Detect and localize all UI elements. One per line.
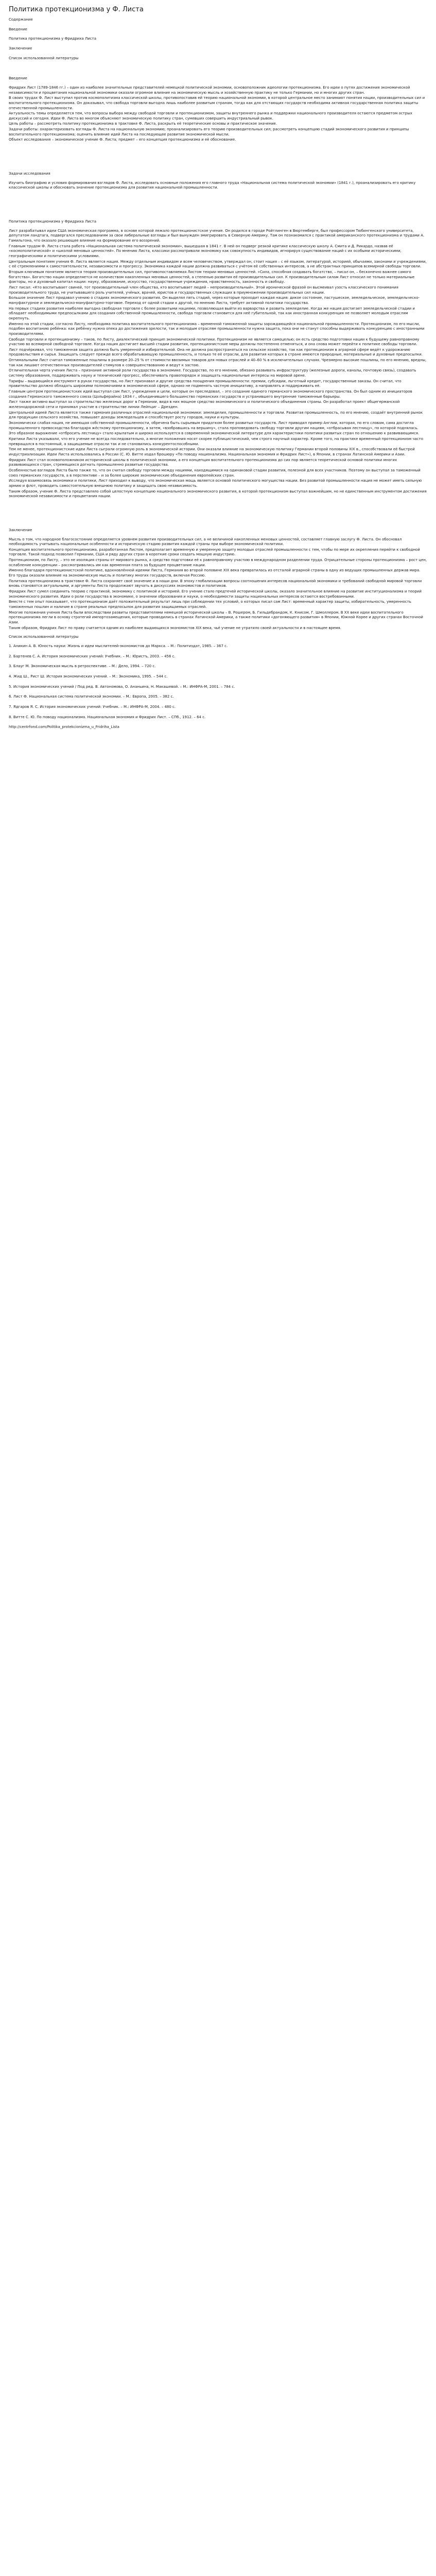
section-spacer [9,147,427,172]
reference-item: 3. Блауг М. Экономическая мысль в ретроспективе. – М.: Дело, 1994. – 720 с. [9,664,156,669]
body-paragraph: Фридрих Лист стал основоположником исторической школы в политической экономии, а его концепция воспитательного протекционизма до сих пор является теоретической основой политики многих развивающихся стран, стремящихся догнать промышленно развитые государства. [9,457,397,467]
toc-item: Введение [9,27,27,31]
reference-item: 2. Бартенев С. А. История экономических учений: Учебник. – М.: Юристъ, 2003. – 456 с. [9,654,176,658]
body-paragraph: Актуальность темы определяется тем, что вопросы выбора между свободой торговли и протекционизмом, защиты внутреннего рынка и поддержки национального производителя остаются предметом острых дискуссий и сегодня. Идеи Ф. Листа во многом объясняют экономическую политику стран, сумевших совершить индустриальный рывок. [9,111,412,121]
body-paragraph: Мысль о том, что народное благосостояние определяется уровнем развития производительных сил, а не величиной накопленных меновых ценностей, составляет главную заслугу Ф. Листа. Он обосновал необходимость учитывать национальные особенности и историческую стадию развития каждой страны при выборе экономической политики. [9,537,402,547]
body-paragraph: Свободе торговли и протекционизму – таков, по Листу, диалектический принцип экономической политики. Протекционизм не является самоцелью; он есть средство подготовки нации к будущему равноправному участию во всемирной свободной торговле. Когда нация достигает высшей стадии развития, протекционистские меры должны постепенно отменяться, и она снова может перейти к политике свободы торговли. [9,337,420,347]
body-paragraph: Главным центром протекционистских идей выступал сам Лист, учреждения и цели, которые он преследовал, – это создание единого германского экономического пространства. Он был одним из инициаторов создания Германского таможенного союза (Цольферайна) 1834 г., объединившего большинство германских государств и устранившего внутренние таможенные барьеры. [9,389,412,399]
body-paragraph: Фридрих Лист сумел соединить теорию с практикой, экономику с политикой и историей. Его учение стало предтечей исторической школы, оказало значительное влияние на развитие институционализма и теорий экономического развития. Идеи о роли государства в экономике, о значении образования и науки, о необходимости защиты национальных интересов остаются востребованными. [9,589,422,599]
table-of-contents [9,18,427,61]
toc-item: Заключение [9,46,32,50]
body-paragraph: Центральной идеей Листа является также гармония различных отраслей национальной экономики: земледелия, промышленности и торговли. Развитая промышленность, по его мнению, создаёт внутренний рынок для продукции сельского хозяйства, повышает доходы земледельцев и способствует росту городов, науки и культуры. [9,410,423,420]
body-paragraph: На первых стадиях развития наиболее выгодна свободная торговля с более развитыми нациями, позволяющая выйти из варварства и развить земледелие. Когда же нация достигает земледельческой стадии и обладает необходимыми предпосылками для создания собственной промышленности, свобода торговли становится для неё губительной, так как иностранная конкуренция не позволяет молодым отраслям окрепнуть. [9,306,415,320]
toc-item: Список использованной литературы [9,56,79,60]
section-heading: Политика протекционизма у Фридриха Листа [9,219,96,224]
references [9,635,427,720]
document-section [9,528,427,631]
body-paragraph: Многие положения учения Листа были впоследствии развиты представителями немецкой исторической школы – В. Рошером, Б. Гильдебрандом, К. Книсом, Г. Шмоллером. В XX веке идеи воспитательного протекционизма легли в основу стратегий импортозамещения, которые проводились в странах Латинской Америки, а также политики «догоняющего развития» в Японии, Южной Корее и других странах Восточной Азии. [9,610,423,624]
body-paragraph: Вместе с тем опыт показывает, что протекционизм даёт положительный результат лишь при соблюдении тех условий, о которых писал сам Лист: временный характер защиты, избирательность, умеренность таможенных пошлин и наличие в стране реальных предпосылок для развития защищаемых отраслей. [9,600,411,609]
body-paragraph: Изучить биографию и условия формирования взглядов Ф. Листа, исследовать основные положения его главного труда «Национальная система политической экономии» (1841 г.), проанализировать его критику классической школы и обосновать значение протекционизма для развития национальной промышленности. [9,180,416,190]
body-paragraph: Исследуя взаимосвязь экономики и политики, Лист приходил к выводу, что экономическая мощь является основой политического могущества нации. Без развитой промышленности нация не может иметь сильную армию и флот, проводить самостоятельную внешнюю политику и защищать свою независимость. [9,479,422,488]
body-paragraph: В своих трудах Ф. Лист выступил против космополитизма классической школы, противопоставив ей теорию национальной экономии, в которой центральное место занимают понятия нации, производительных сил и воспитательного протекционизма. Он доказывал, что свобода торговли выгодна лишь наиболее развитым странам, тогда как для отстающих государств необходима активная государственная политика защиты отечественной промышленности. [9,96,425,110]
body-paragraph: Цель работы – рассмотреть политику протекционизма в трактовке Ф. Листа, раскрыть её теоретические основы и практическое значение. [9,122,277,126]
body-paragraph: Это образное выражение «отбросить лестницу» стало крылатым и широко используется в современной экономической литературе для характеристики политики развитых стран по отношению к развивающимся. [9,431,420,436]
body-paragraph: Таким образом, учение Ф. Листа представляло собой целостную концепцию национального экономического развития, в которой протекционизм выступал важнейшим, но не единственным инструментом достижения экономической независимости и процветания нации. [9,489,427,499]
source-url: http://centrfond.com/Politika_protekcionizma_u_Fridriha_Lista [9,725,119,730]
references-heading: Список использованной литературы [9,635,79,639]
body-paragraph: Большое значение Лист придавал учению о стадиях экономического развития. Он выделял пять стадий, через которые проходит каждая нация: дикое состояние, пастушеское, земледельческое, земледельческо-мануфактурное и земледельческо-мануфактурно-торговое. Переход от одной стадии к другой, по мнению Листа, требует активной политики государства. [9,296,420,305]
body-paragraph: Тем не менее, протекционистские идеи Листа сыграли огромную роль в экономической истории. Они оказали влияние на экономическую политику Германии второй половины XIX в., способствовали её быстрой индустриализации. Идеи Листа использовались в России (С. Ю. Витте издал брошюру «По поводу национализма. Национальная экономия и Фридрих Лист»), в Японии, в странах Латинской Америки и Азии. [9,447,415,456]
body-paragraph: Задачи работы: охарактеризовать взгляды Ф. Листа на национальную экономию; проанализировать его теорию производительных сил; рассмотреть концепцию стадий экономического развития и принципы воспитательного протекционизма; оценить влияние идей Листа на последующее развитие экономической мысли. [9,127,409,137]
body-paragraph: Главным трудом Ф. Листа стала работа «Национальная система политической экономии», вышедшая в 1841 г. В ней он подверг резкой критике классическую школу А. Смита и Д. Рикардо, назвав её «космополитической» и «школой меновых ценностей». По мнению Листа, классики рассматривали экономику как совокупность индивидов, игнорируя существование наций с их особыми историческими, географическими и политическими условиями. [9,244,402,258]
body-paragraph: Концепция воспитательного протекционизма, разработанная Листом, предполагает временную и умеренную защиту молодых отраслей промышленности с тем, чтобы по мере их окрепления перейти к свободной торговле. Такой подход позволил Германии, США и ряду других стран в короткие сроки создать мощную индустрию. [9,547,420,557]
page-title: Политика протекционизма у Ф. Листа [9,6,144,13]
reference-item: 8. Витте С. Ю. По поводу национализма. Национальная экономия и Фридрих Лист. – СПб., 1912. – 64 с. [9,715,206,719]
document-section [9,76,427,143]
section-heading: Задачи исследования [9,172,50,176]
body-paragraph: Оптимальными Лист считал таможенные пошлины в размере 20–25 % от стоимости ввозимых товаров для новых отраслей и 40–60 % в исключительных случаях. Чрезмерно высокие пошлины, по его мнению, вредны, так как лишают отечественных производителей стимулов к совершенствованию и ведут к застою. [9,358,427,367]
body-paragraph: Критики Листа указывали, что его учение не всегда последовательно, а многие положения носят скорее публицистический, чем строго научный характер. Кроме того, на практике временный протекционизм часто превращался в постоянный, а защищаемые отрасли так и не становились конкурентоспособными. [9,436,424,446]
document-page [0,0,436,737]
body-paragraph: Лист также активно выступал за строительство железных дорог в Германии, видя в них мощное средство экономического и политического объединения страны. Он разработал проект общегерманской железнодорожной сети и принимал участие в строительстве линии Лейпциг – Дрезден. [9,400,400,410]
body-paragraph: Особенностью взглядов Листа было также то, что он считал свободу торговли между нациями, находящимися на одинаковой стадии развития, полезной для всех участников. Поэтому он выступал за таможенный союз германских государств, а в перспективе – и за более широкие экономические объединения европейских стран. [9,468,421,478]
body-paragraph: Лист писал: «Кто воспитывает свиней, тот производительный член общества, кто воспитывает людей – непроизводительный». Этой иронической фразой он высмеивал узость классического понимания производительного труда, не учитывавшего роль учителей, учёных, врачей, юристов и государственных служащих в приумножении производительных сил нации. [9,285,398,295]
body-paragraph: Именно на этой стадии, согласно Листу, необходима политика воспитательного протекционизма – временной таможенной защиты зарождающейся национальной промышленности. Протекционизм, по его мысли, подобен воспитанию ребёнка: как ребёнку нужна опека до достижения зрелости, так и молодым отраслям промышленности нужна защита, пока они не станут способны выдерживать конкуренцию с иностранными производителями. [9,321,425,336]
body-paragraph: Центральным понятием учения Ф. Листа является нация. Между отдельным индивидом и всем человечеством, утверждал он, стоит нация – с её языком, литературой, историей, обычаями, законами и учреждениями, с её стремлениями к самостоятельности, независимости и прогрессу. Экономика каждой нации должна развиваться с учётом её собственных интересов, а не абстрактных принципов всемирной свободы торговли. [9,259,427,269]
body-paragraph: Экономически слабая нация, не имеющая собственной промышленности, обречена быть сырьевым придатком более развитых государств. Лист приводил пример Англии, которая, по его словам, сама достигла промышленного превосходства благодаря жёсткому протекционизму, а затем, «взобравшись на вершину», стала проповедовать свободу торговли другим нациям, «отбрасывая лестницу», по которой поднялась. [9,421,418,430]
toc-item: Содержание [9,17,33,22]
reference-item: 5. История экономических учений / Под ред. В. Автономова, О. Ананьина, Н. Макашевой. – М.: ИНФРА-М, 2001. – 784 с. [9,684,235,689]
reference-item: 4. Жид Ш., Рист Ш. История экономических учений. – М.: Экономика, 1995. – 544 с. [9,674,168,679]
document-section [9,219,427,499]
section-heading: Введение [9,76,27,81]
body-paragraph: Таким образом, Фридрих Лист по праву считается одним из наиболее выдающихся экономистов XIX века, чьё учение не утратило своей актуальности и в настоящее время. [9,625,341,630]
section-spacer [9,195,427,219]
body-paragraph: Лист подчёркивал, что таможенная защита должна быть умеренной и избирательной. Она не должна распространяться на сельское хозяйство, так как протекционизм в аграрной сфере ведёт к удорожанию продовольствия и сырья. Защищать следует прежде всего обрабатывающую промышленность, и только те её отрасли, для развития которых в стране имеются природные, материальные и духовные предпосылки. [9,347,423,357]
body-paragraph: Тарифы – выдающийся инструмент в руках государства, но Лист признавал и другие средства поощрения промышленности: премии, субсидии, льготный кредит, государственные заказы. Он считал, что правительство должно обладать широкими полномочиями в экономической сфере, однако не подменять частную инициативу, а направлять и поддерживать её. [9,379,402,388]
body-paragraph: Лист разрабатывал идеи США экономическая программа, в основе которой лежало протекционистское учение. Он родился в городе Ройтлинген в Вюртемберге, был профессором Тюбингенского университета, депутатом ландтага, подвергался преследованиям за свои либеральные взгляды и был вынужден эмигрировать в Северную Америку. Там он познакомился с практикой американского протекционизма и трудами А. Гамильтона, что оказало решающее влияние на формирование его воззрений. [9,228,425,243]
body-paragraph: Фридрих Лист (1789-1846 гг.) – один из наиболее значительных представителей немецкой политической экономии, основоположник идеологии протекционизма. Его идеи о путях достижения экономической независимости и процветания национальной экономики оказали огромное влияние на экономическую мысль и хозяйственную практику не только Германии, но и многих других стран. [9,85,410,95]
section-heading: Заключение [9,528,32,532]
section-spacer [9,503,427,528]
toc-item: Политика протекционизма у Фридриха Листа [9,37,96,41]
body-paragraph: Протекционизм, по Листу, – это не изоляция страны от мирового рынка, а средство подготовки её к равноправному участию в международном разделении труда. Отрицательные стороны протекционизма – рост цен, ослабление конкуренции – рассматривались им как временная плата за будущее процветание нации. [9,558,427,567]
document-section [9,172,427,191]
body-paragraph: Политика протекционизма в трактовке Ф. Листа сохраняет своё значение и в наши дни. В эпоху глобализации вопросы соотношения интересов национальной экономики и требований свободной мировой торговли вновь становятся актуальными, и аргументы Листа продолжают звучать в дискуссиях экономистов и политиков. [9,579,422,588]
body-paragraph: Объект исследования – экономическое учение Ф. Листа; предмет – его концепция протекционизма и её обоснование. [9,138,236,142]
body-paragraph: Отличительная черта учения Листа – признание активной роли государства в экономике. Государство, по его мнению, обязано развивать инфраструктуру (железные дороги, каналы, почтовую связь), создавать систему образования, поддерживать науку и технический прогресс, обеспечивать правопорядок и защищать национальные интересы на мировой арене. [9,368,416,378]
document-body [9,76,427,631]
body-paragraph: Именно благодаря протекционистской политике, вдохновлённой идеями Листа, Германия во второй половине XIX века превратилась из отсталой аграрной страны в одну из ведущих промышленных держав мира. Его труды оказали влияние на экономическую мысль и политику многих государств, включая Россию. [9,568,421,578]
references-list [9,644,427,720]
body-paragraph: Вторым ключевым понятием является теория производительных сил, противопоставляемая Листом теории меновых ценностей. «Сила, способная создавать богатство, – писал он, – бесконечно важнее самого богатства». Богатство нации определяется не количеством накопленных меновых ценностей, а степенью развития её производительных сил. К производительным силам Лист относил не только материальные факторы, но и духовный капитал нации: науку, образование, искусство, государственные учреждения, нравственность, законность и свободу. [9,269,415,284]
reference-item: 1. Аникин А. В. Юность науки: Жизнь и идеи мыслителей-экономистов до Маркса. – М.: Политиздат, 1985. – 367 с. [9,643,228,648]
reference-item: 6. Лист Ф. Национальная система политической экономии. – М.: Европа, 2005. – 382 с. [9,694,174,699]
reference-item: 7. Ядгаров Я. С. История экономических учений: Учебник. – М.: ИНФРА-М, 2004. – 480 с. [9,704,176,709]
